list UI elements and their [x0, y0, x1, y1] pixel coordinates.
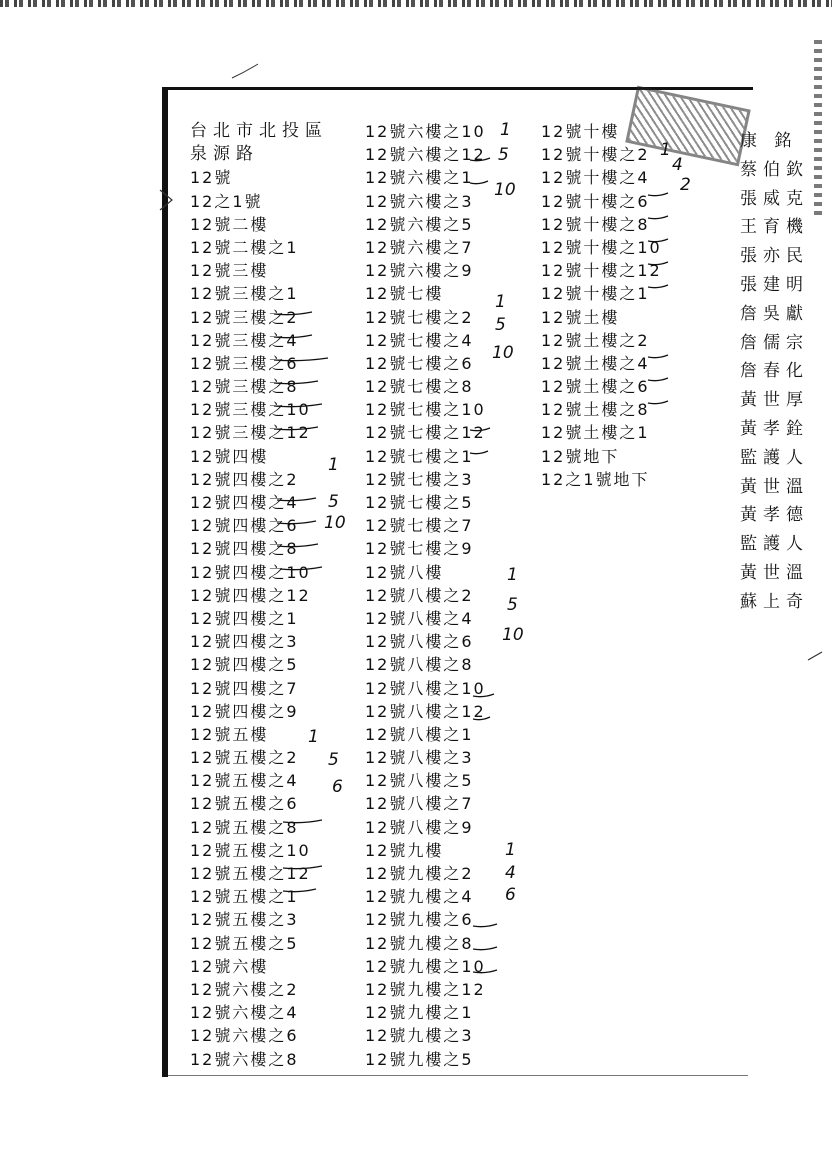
- address-entry: 12號十樓之2: [541, 145, 650, 165]
- handwritten-numeral: 5: [507, 595, 518, 615]
- address-entry: 12號八樓之3: [365, 748, 474, 768]
- address-entry: 12號十樓之10: [541, 237, 662, 257]
- address-entry: 12號三樓之4: [190, 330, 299, 350]
- address-entry: 12號四樓之6: [190, 516, 299, 536]
- address-entry: 12號九樓之8: [365, 933, 474, 953]
- pen-underline: [648, 378, 668, 381]
- owner-name: 詹儒宗: [740, 332, 809, 353]
- address-entry: 12號六樓: [190, 956, 269, 976]
- address-entry: 12之1號: [190, 191, 263, 211]
- address-entry: 12號八樓之1: [365, 724, 474, 744]
- address-entry: 12號五樓之3: [190, 910, 299, 930]
- pen-underline: [473, 970, 497, 973]
- address-entry: 12號五樓之8: [190, 817, 299, 837]
- address-entry: 12號七樓之4: [365, 330, 474, 350]
- address-entry: 12號四樓之2: [190, 469, 299, 489]
- address-header-district: 台北市北投區: [190, 121, 328, 141]
- handwritten-numeral: 1: [308, 727, 319, 747]
- address-entry: 12號八樓之5: [365, 771, 474, 791]
- pen-underline: [648, 355, 668, 358]
- handwritten-numeral: 1: [495, 292, 506, 312]
- address-entry: 12號九樓之3: [365, 1026, 474, 1046]
- pen-underline: [473, 924, 497, 927]
- address-entry: 12號六樓之2: [190, 979, 299, 999]
- address-entry: 12號四樓之10: [190, 562, 311, 582]
- address-entry: 12號八樓之7: [365, 794, 474, 814]
- address-entry: 12號三樓之10: [190, 400, 311, 420]
- pen-underline: [473, 717, 490, 720]
- handwritten-numeral: 4: [672, 155, 683, 175]
- address-entry: 12號七樓之5: [365, 493, 474, 512]
- address-entry: 12號土樓之4: [541, 353, 650, 373]
- owner-name: 蔡伯欽: [740, 159, 809, 180]
- handwritten-numeral: 5: [328, 750, 339, 770]
- stray-pen-stroke: [808, 652, 822, 660]
- address-entry: 12號八樓之10: [365, 678, 486, 698]
- address-entry: 12號五樓之4: [190, 771, 299, 791]
- address-entry: 12號十樓之8: [541, 214, 650, 234]
- pen-underline: [648, 216, 668, 219]
- address-entry: 12號三樓之6: [190, 353, 299, 373]
- address-entry: 12號九樓之12: [365, 979, 486, 999]
- address-entry: 12號七樓之2: [365, 307, 474, 327]
- pen-underline: [648, 285, 668, 288]
- address-entry: 12號九樓之4: [365, 887, 474, 907]
- pen-underline: [274, 404, 322, 407]
- address-entry: 12號五樓之6: [190, 794, 299, 814]
- address-entry: 12號七樓之7: [365, 516, 474, 536]
- address-entry: 12號三樓之8: [190, 377, 299, 397]
- address-entry: 12號五樓: [190, 724, 269, 744]
- address-entry: 12號七樓之8: [365, 377, 474, 397]
- address-entry: 12號十樓之12: [541, 261, 662, 281]
- address-entry: 12號土樓之8: [541, 400, 650, 420]
- owner-name: 監護人: [740, 447, 809, 468]
- address-entry: 12號七樓之1: [365, 446, 474, 466]
- address-header-road: 泉源路: [190, 144, 259, 165]
- handwritten-numeral: 5: [495, 315, 506, 335]
- address-entry: 12號十樓之6: [541, 191, 650, 211]
- owner-name: 詹春化: [740, 361, 809, 382]
- pen-underline: [648, 401, 668, 404]
- owner-name: 黃孝銓: [740, 418, 809, 439]
- handwritten-numeral: 5: [498, 145, 509, 165]
- address-entry: 12號九樓之1: [365, 1003, 474, 1023]
- address-entry: 12號四樓之3: [190, 632, 299, 652]
- pen-underline: [648, 193, 668, 196]
- address-entry: 12號五樓之1: [190, 887, 299, 907]
- address-entry: 12號六樓之3: [365, 191, 474, 211]
- owner-name: 蘇上奇: [740, 591, 809, 612]
- address-entry: 12號六樓之10: [365, 122, 486, 141]
- pen-underline: [473, 694, 494, 697]
- handwritten-numeral: 4: [505, 863, 516, 883]
- address-entry: 12號五樓之10: [190, 840, 311, 860]
- handwritten-numeral: 5: [328, 492, 339, 512]
- address-entry: 12號九樓之6: [365, 910, 474, 930]
- pen-underline: [470, 428, 490, 431]
- address-entry: 12號三樓之12: [190, 423, 311, 443]
- address-entry: 12號九樓: [365, 840, 444, 860]
- address-entry: 12號六樓之1: [365, 168, 474, 188]
- address-entry: 12號五樓之2: [190, 748, 299, 768]
- pen-underline: [648, 262, 668, 265]
- address-entry: 12號八樓之2: [365, 585, 474, 605]
- pen-underline: [283, 889, 316, 892]
- address-entry: 12號五樓之5: [190, 933, 299, 953]
- margin-arrow-mark: [160, 190, 172, 210]
- address-entry: 12之1號地下: [541, 469, 650, 489]
- owner-name: 王育機: [740, 217, 809, 238]
- address-entry: 12號八樓之9: [365, 817, 474, 837]
- address-entry: 12號: [190, 168, 233, 188]
- handwritten-numeral: 10: [494, 180, 516, 200]
- owner-name: 黃孝德: [740, 505, 809, 526]
- stray-pen-stroke: [232, 64, 258, 78]
- handwritten-numeral: 1: [505, 840, 516, 860]
- pen-underline: [274, 358, 328, 361]
- address-entry: 12號八樓之12: [365, 701, 486, 721]
- address-entry: 12號七樓之9: [365, 539, 474, 559]
- address-entry: 12號七樓: [365, 284, 444, 304]
- address-entry: 12號六樓之7: [365, 237, 474, 257]
- owner-name: 黃世溫: [740, 476, 809, 497]
- address-entry: 12號五樓之12: [190, 864, 311, 883]
- address-entry: 12號四樓之12: [190, 585, 311, 605]
- address-entry: 12號六樓之4: [190, 1003, 299, 1023]
- handwritten-numeral: 1: [500, 120, 511, 140]
- owner-name: 張建明: [740, 274, 809, 295]
- address-entry: 12號十樓: [541, 122, 620, 141]
- owner-name: 黃世厚: [740, 390, 809, 411]
- pen-underline: [283, 820, 322, 823]
- pen-underline: [277, 498, 316, 501]
- pen-underline: [274, 427, 318, 430]
- address-entry: 12號四樓之9: [190, 701, 299, 721]
- address-entry: 12號土樓之1: [541, 423, 650, 443]
- address-entry: 12號九樓之10: [365, 956, 486, 976]
- address-entry: 12號土樓之2: [541, 330, 650, 350]
- address-entry: 12號土樓: [541, 307, 620, 327]
- address-entry: 12號十樓之4: [541, 168, 650, 188]
- pen-underline: [473, 947, 497, 950]
- address-entry: 12號八樓: [365, 562, 444, 582]
- owner-name: 監護人: [740, 534, 809, 555]
- pen-underline: [470, 158, 490, 161]
- address-entry: 12號四樓之5: [190, 655, 299, 675]
- address-entry: 12號三樓: [190, 261, 269, 281]
- address-entry: 12號八樓之8: [365, 655, 474, 675]
- address-entry: 12號九樓之5: [365, 1049, 474, 1069]
- handwritten-numeral: 10: [502, 625, 524, 645]
- address-entry: 12號十樓之1: [541, 284, 650, 304]
- pen-underline: [283, 866, 322, 869]
- handwritten-numeral: 2: [680, 175, 691, 195]
- address-entry: 12號七樓之6: [365, 353, 474, 373]
- address-entry: 12號四樓之7: [190, 678, 299, 698]
- address-entry: 12號七樓之3: [365, 469, 474, 489]
- handwritten-numeral: 6: [505, 885, 516, 905]
- address-entry: 12號三樓之2: [190, 307, 299, 327]
- pen-underline: [280, 567, 322, 570]
- pen-underline: [470, 451, 488, 454]
- pen-underline: [277, 544, 318, 547]
- address-entry: 12號四樓之4: [190, 493, 299, 512]
- owner-name: 康 銘: [740, 131, 798, 151]
- address-entry: 12號土樓之6: [541, 377, 650, 397]
- handwritten-numeral: 1: [328, 455, 339, 475]
- address-entry: 12號四樓之1: [190, 608, 299, 628]
- owner-name: 張亦民: [740, 246, 809, 267]
- address-entry: 12號四樓: [190, 446, 269, 466]
- address-entry: 12號六樓之12: [365, 145, 486, 165]
- pen-underline: [274, 312, 312, 315]
- address-entry: 12號四樓之8: [190, 539, 299, 559]
- address-entry: 12號八樓之4: [365, 608, 474, 628]
- handwritten-numeral: 6: [332, 777, 343, 797]
- address-entry: 12號三樓之1: [190, 284, 299, 304]
- pen-underline: [470, 181, 488, 184]
- pen-underline: [274, 381, 318, 384]
- address-entry: 12號六樓之5: [365, 214, 474, 234]
- address-entry: 12號七樓之12: [365, 423, 486, 443]
- handwritten-numeral: 10: [324, 513, 346, 533]
- pen-underline: [274, 335, 312, 338]
- owner-name: 詹吳獻: [740, 303, 809, 324]
- address-entry: 12號地下: [541, 446, 620, 466]
- handwritten-numeral: 1: [660, 140, 671, 160]
- address-entry: 12號六樓之9: [365, 261, 474, 281]
- address-entry: 12號六樓之8: [190, 1049, 299, 1069]
- address-entry: 12號二樓之1: [190, 237, 299, 257]
- handwritten-numeral: 10: [492, 343, 514, 363]
- owner-name: 黃世溫: [740, 562, 809, 583]
- handwritten-numeral: 1: [507, 565, 518, 585]
- address-entry: 12號二樓: [190, 214, 269, 234]
- owner-name: 張威克: [740, 188, 809, 209]
- address-entry: 12號九樓之2: [365, 864, 474, 883]
- address-entry: 12號六樓之6: [190, 1026, 299, 1046]
- address-entry: 12號八樓之6: [365, 632, 474, 652]
- pen-underline: [277, 521, 316, 524]
- address-entry: 12號七樓之10: [365, 400, 486, 420]
- pen-underline: [648, 239, 668, 242]
